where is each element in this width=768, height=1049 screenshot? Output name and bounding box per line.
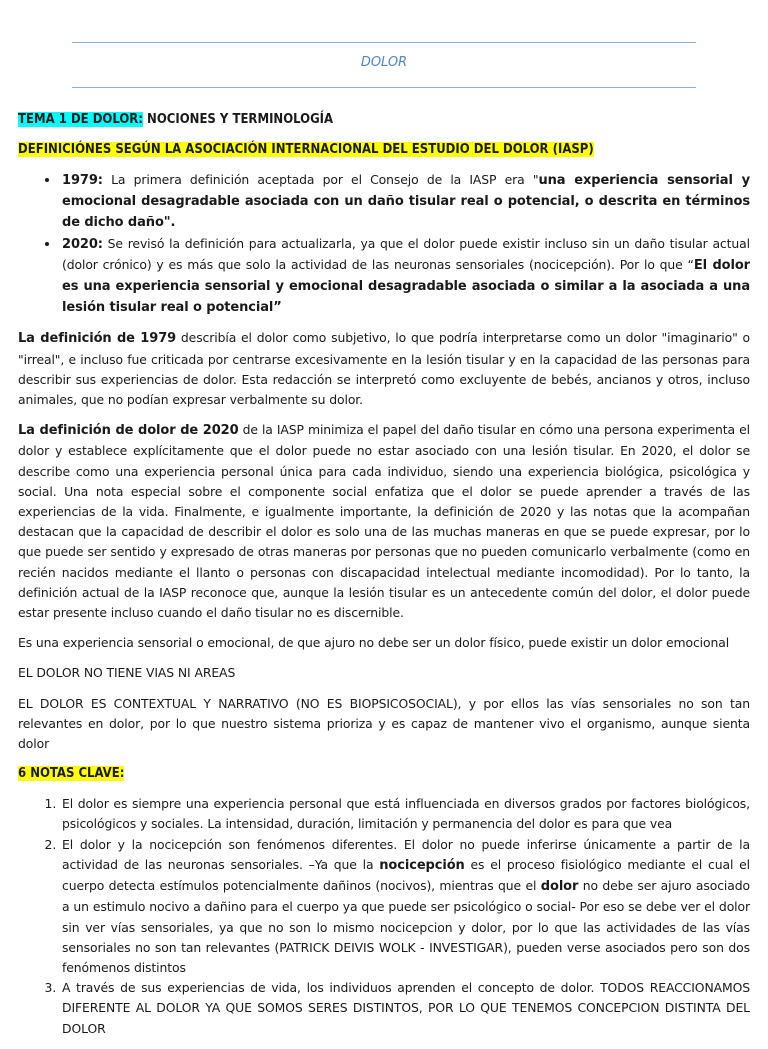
bullet-quote: una experiencia sensorial y emocional desagradable asociada con un daño tisular real o potencial, o descrita en términos de dicho daño". (62, 173, 750, 231)
definitions-list (18, 170, 750, 318)
list-item (60, 835, 750, 978)
list-item (60, 170, 750, 234)
tema-title: NOCIONES Y TERMINOLOGÍA (142, 112, 334, 127)
nota-term-dolor: dolor (540, 879, 579, 895)
nota-text: es el proceso fisiológico mediante el cual el cuerpo detecta estímulos potencialmente dañinos (nocivos), mientras que el (62, 856, 751, 894)
list-item (60, 794, 750, 834)
header-top-rule (72, 42, 696, 43)
paragraph-text: describía el dolor como subjetivo, lo que podría interpretarse como un dolor "imaginario" o "irreal", e incluso fue criticada por centrarse excesivamente en la lesión tisular y en la capacidad de las personas para describir sus experiencias de dolor. Esta redacción se interpretó como excluyente de bebés, ancianos y otros, incluso animales, que no podían expresar verbalmente su dolor. (18, 330, 750, 408)
list-item (60, 234, 750, 319)
nota-text: El dolor es siempre una experiencia personal que está influenciada en diversos grados por factores biológicos, psicológicos y sociales. La intensidad, duración, limitación y permanencia del dolor es para que vea (62, 796, 750, 832)
tema-heading (18, 110, 750, 130)
nota-term-nocicepcion: nocicepción (379, 857, 465, 873)
nota-text: A través de sus experiencias de vida, los individuos aprenden el concepto de dolor. TODOS REACCIONAMOS DIFERENTE AL DOLOR YA QUE SOMOS SERES DISTINTOS, POR LO QUE TENEMOS CONCEPCION DISTINTA DEL DOLOR (62, 980, 750, 1036)
paragraph-lead: La definición de dolor de 2020 (18, 423, 239, 439)
tema-label: TEMA 1 DE DOLOR: (18, 112, 143, 127)
notas-list (18, 794, 750, 1038)
bullet-text: La primera definición aceptada por el Consejo de la IASP era " (102, 172, 539, 187)
paragraph-text: de la IASP minimiza el papel del daño tisular en cómo una persona experimenta el dolor y establece explícitamente que el dolor puede no estar asociado con una lesión tisular. En 2020, el dolor se describe como una experiencia personal única para cada individuo, siendo una experiencia biológica, psicológica y social. Una nota especial sobre el componente social enfatiza que el dolor se puede aprender a través de las experiencias de la vida. Finalmente, e igualmente importante, la definición de 2020 y las notas que la acompañan destacan que la capacidad de describir el dolor es solo una de las muchas maneras en que se puede expresar, por lo que puede ser sentido y expresado de otras maneras por personas que no pueden comunicarlo verbalmente (como en recién nacidos mediante el llanto o personas con discapacidad intelectual mediante incomodidad). Por lo tanto, la definición actual de la IASP reconoce que, aunque la lesión tisular es un antecedente común del dolor, el dolor puede estar presente incluso cuando el daño tisular no es discernible. (18, 422, 750, 621)
paragraph-lead: La definición de 1979 (18, 331, 177, 347)
nota-text: no debe ser ajuro asociado a un estimulo nocivo a dañino para el cuerpo ya que puede ser psicológico o social- Por eso se debe ver el dolor sin ver vías sensoriales, ya que no son lo mismo nocicepcion y dolor, por lo que las actividades de las vías sensoriales no son tan relevantes (PATRICK DEIVIS WOLK - INVESTIGAR), pueden verse asociados pero son dos fenómenos distintos (62, 878, 750, 975)
paragraph-1979 (18, 328, 750, 410)
document-body (18, 110, 750, 1049)
header-bottom-rule (72, 87, 696, 88)
definiciones-heading (18, 140, 750, 160)
paragraph-contextual: EL DOLOR ES CONTEXTUAL Y NARRATIVO (NO ES BIOPSICOSOCIAL), y por ellos las vías sensoriales no son tan relevantes en dolor, por lo que nuestro sistema prioriza y es capaz de mantener vivo el organismo, aunque sienta dolor (18, 695, 750, 752)
definiciones-heading-text: DEFINICIÓNES SEGÚN LA ASOCIACIÓN INTERNACIONAL DEL ESTUDIO DEL DOLOR (IASP) (18, 142, 594, 157)
list-item (60, 978, 750, 1039)
page-header-title: DOLOR (360, 55, 408, 70)
paragraph-2020 (18, 420, 750, 623)
bullet-text: Se revisó la definición para actualizarla, ya que el dolor puede existir incluso sin un daño tisular actual (dolor crónico) y es más que solo la actividad de las neuronas sensoriales (nocicepción). Por lo que “ (62, 235, 750, 272)
notas-heading-text: 6 NOTAS CLAVE: (18, 766, 125, 782)
year-label: 1979: (62, 173, 103, 188)
paragraph-vias: EL DOLOR NO TIENE VIAS NI AREAS (18, 665, 236, 681)
bullet-quote: El dolor es una experiencia sensorial y emocional desagradable asociada o similar a la asociada a una lesión tisular real o potencial” (62, 257, 750, 316)
notas-heading (18, 764, 750, 784)
paragraph-experiencia: Es una experiencia sensorial o emocional, de que ajuro no debe ser un dolor físico, puede existir un dolor emocional (18, 635, 730, 651)
year-label: 2020: (62, 236, 103, 252)
nota-text: El dolor y la nocicepción son fenómenos diferentes. El dolor no puede inferirse únicamente a partir de la actividad de las neuronas sensoriales. –Ya que la (62, 836, 750, 872)
